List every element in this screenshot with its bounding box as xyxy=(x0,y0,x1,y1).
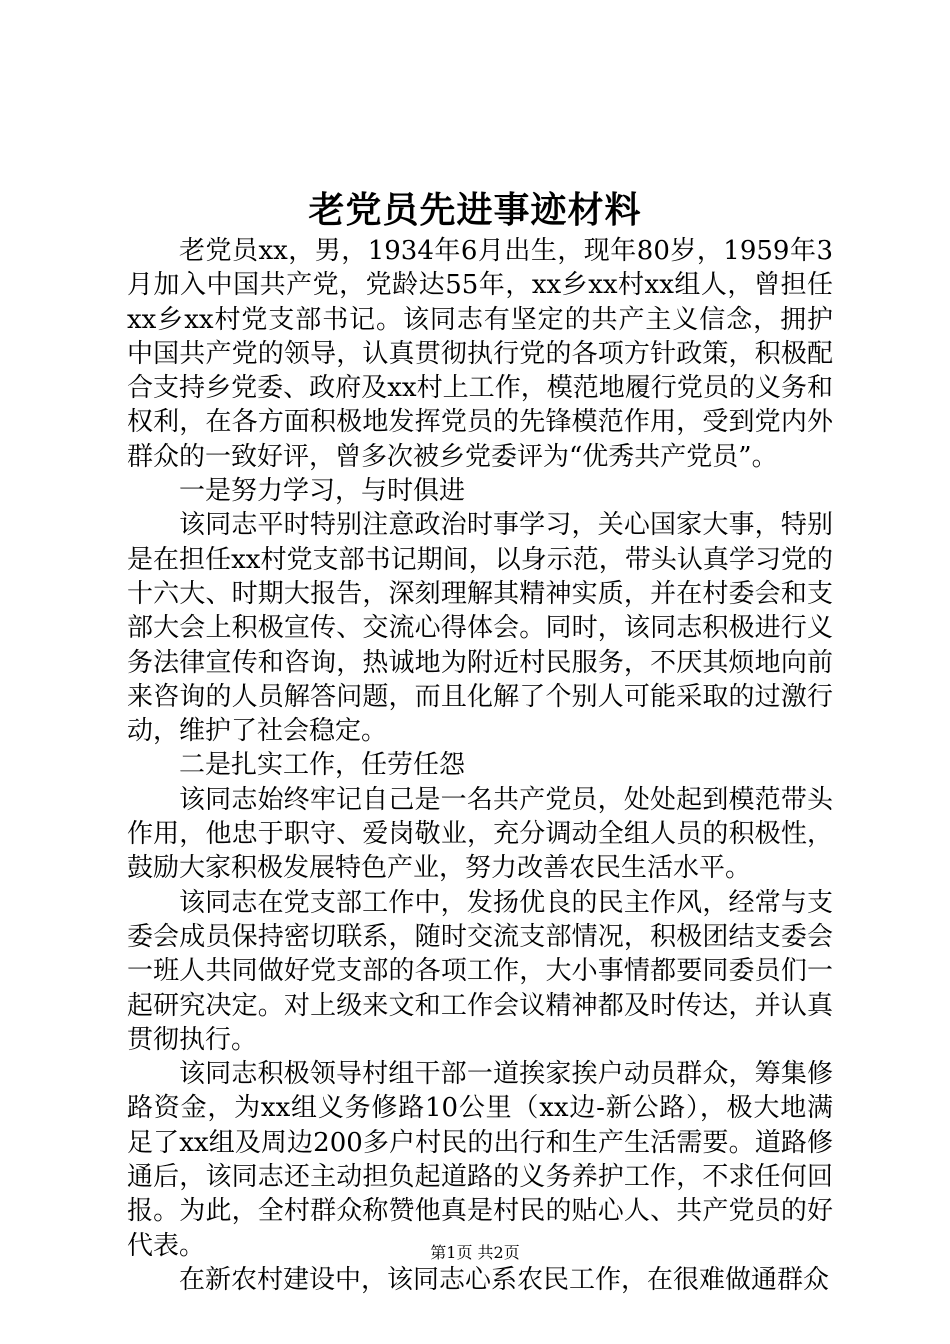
section-heading-study: 一是努力学习，与时俱进 xyxy=(179,476,466,507)
document-body xyxy=(127,234,833,1297)
paragraph-intro: 老党员xx，男，1934年6月出生，现年80岁，1959年3月加入中国共产党，党龄达55年，xx乡xx村xx组人，曾担任xx乡xx村党支部书记。该同志有坚定的共产主义信念，拥护中国共产党的领导，认真贯彻执行党的各项方针政策，积极配合支持乡党委、政府及xx村上工作，模范地履行党员的义务和权利，在各方面积极地发挥党员的先锋模范作用，受到党内外群众的一致好评，曾多次被乡党委评为“优秀共产党员”。 xyxy=(127,236,833,472)
document-title: 老党员先进事迹材料 xyxy=(308,189,642,231)
paragraph-work-road: 该同志积极领导村组干部一道挨家挨户动员群众，筹集修路资金，为xx组义务修路10公里（xx边-新公路），极大地满足了xx组及周边200多户村民的出行和生产生活需要。道路修通后，该同志还主动担负起道路的义务养护工作，不求任何回报。为此，全村群众称赞他真是村民的贴心人、共产党员的好代表。 xyxy=(127,1059,833,1261)
section-heading-work: 二是扎实工作，任劳任怨 xyxy=(179,750,466,781)
paragraph-work-role: 该同志始终牢记自己是一名共产党员，处处起到模范带头作用，他忠于职守、爱岗敬业，充分调动全组人员的积极性，鼓励大家积极发展特色产业，努力改善农民生活水平。 xyxy=(127,784,833,884)
paragraph-study: 该同志平时特别注意政治时事学习，关心国家大事，特别是在担任xx村党支部书记期间，以身示范，带头认真学习党的十六大、时期大报告，深刻理解其精神实质，并在村委会和支部大会上积极宣传、交流心得体会。同时，该同志积极进行义务法律宣传和咨询，热诚地为附近村民服务，不厌其烦地向前来咨询的人员解答问题，而且化解了个别人可能采取的过激行动，维护了社会稳定。 xyxy=(127,510,833,747)
paragraph-new-village: 在新农村建设中，该同志心系农民工作，在很难做通群众 xyxy=(179,1264,830,1295)
page-footer: 第1页 共2页 xyxy=(430,1243,520,1262)
paragraph-work-branch: 该同志在党支部工作中，发扬优良的民主作风，经常与支委会成员保持密切联系，随时交流支部情况，积极团结支委会一班人共同做好党支部的各项工作，大小事情都要同委员们一起研究决定。对上级来文和工作会议精神都及时传达，并认真贯彻执行。 xyxy=(127,887,833,1055)
